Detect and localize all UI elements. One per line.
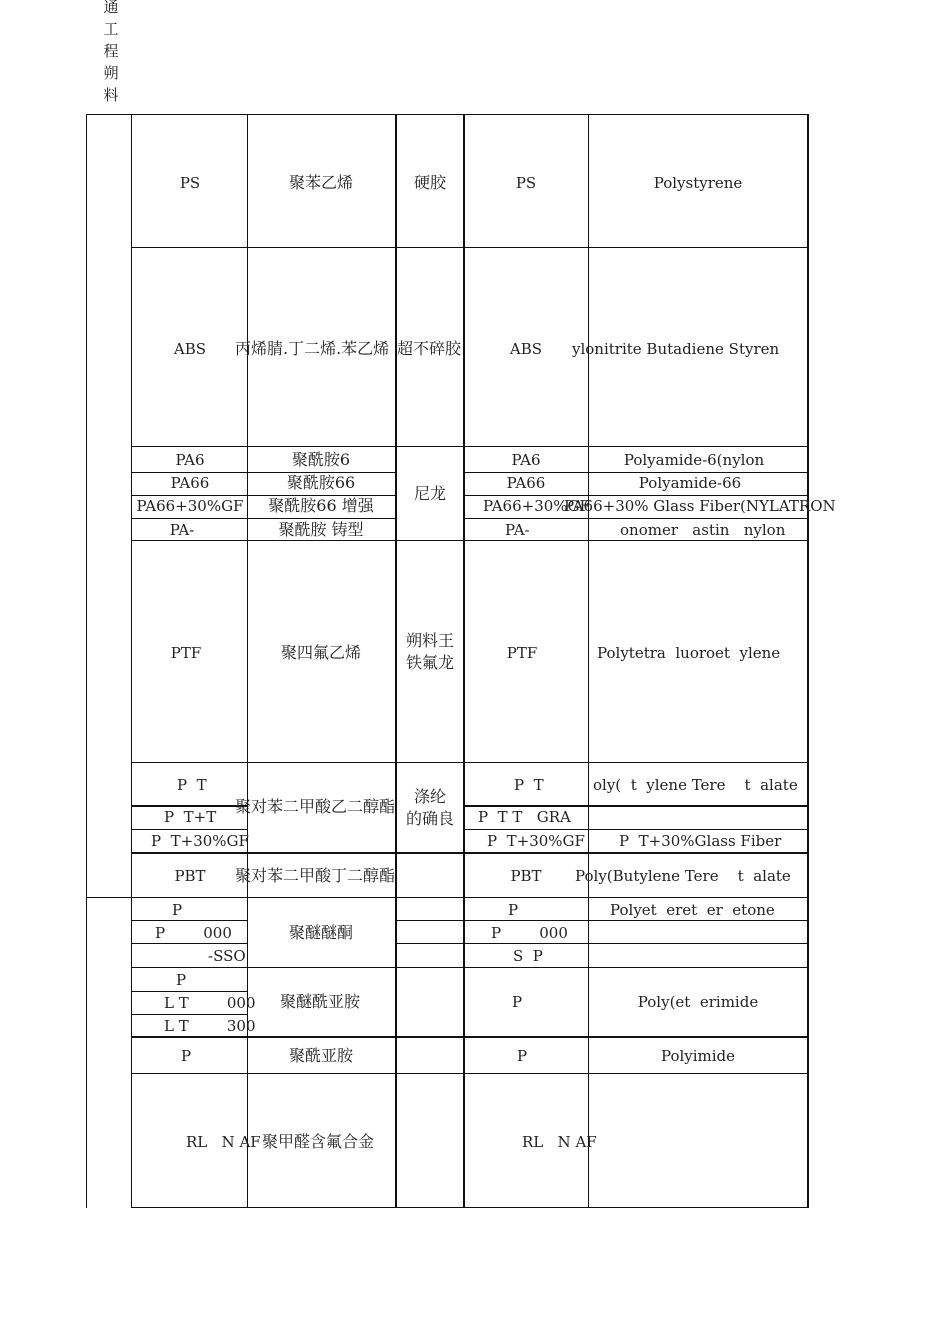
category-vertical-label: 通 工 程 朔 料 xyxy=(103,0,119,104)
abbr-cell: PS xyxy=(179,174,201,192)
english-name-cell: PA66+30% Glass Fiber(NYLATRON xyxy=(564,497,836,515)
english-name-cell: ylonitrite Butadiene Styren xyxy=(572,340,780,358)
abbr-cell: P xyxy=(171,901,183,919)
code-cell: P T+30%GF xyxy=(487,832,585,850)
code-cell: P xyxy=(511,993,523,1011)
english-name-cell: Polystyrene xyxy=(653,174,743,192)
abbr-cell: PA6 xyxy=(175,451,205,469)
grid-line xyxy=(247,114,248,1208)
grid-line xyxy=(86,897,809,898)
abbr-cell: ABS xyxy=(173,340,207,358)
code-cell: RL N AF xyxy=(522,1133,597,1151)
english-name-cell: Polyimide xyxy=(660,1047,736,1065)
code-cell: PA- xyxy=(505,521,530,539)
common-name-cell: 硬胶 xyxy=(413,173,447,192)
abbr-cell: P xyxy=(180,1047,192,1065)
grid-line xyxy=(131,1036,809,1038)
code-cell: S P xyxy=(513,947,543,965)
grid-line xyxy=(464,805,809,807)
grid-line xyxy=(131,1073,809,1074)
code-cell: PA66 xyxy=(506,474,546,492)
english-name-cell: oly( t ylene Tere t alate xyxy=(593,776,798,794)
grid-line xyxy=(131,1014,247,1015)
abbr-cell: PTF xyxy=(170,644,202,662)
code-cell: ABS xyxy=(509,340,543,358)
code-cell: P xyxy=(516,1047,528,1065)
grid-line xyxy=(131,1207,809,1208)
grid-line xyxy=(464,829,809,830)
abbr-cell: -SSO xyxy=(208,947,246,965)
abbr-cell: P 000 xyxy=(155,924,232,942)
abbr-cell: P T+T xyxy=(164,808,217,826)
chinese-name-cell: 聚四氟乙烯 xyxy=(280,643,362,662)
grid-line xyxy=(395,943,809,944)
grid-line xyxy=(131,446,809,447)
grid-line xyxy=(131,540,809,541)
grid-line xyxy=(131,991,247,992)
grid-line xyxy=(464,518,809,519)
code-cell: P 000 xyxy=(491,924,568,942)
chinese-name-cell: 聚醚酰亚胺 xyxy=(280,992,361,1011)
code-cell: PA66+30%GF xyxy=(483,497,590,515)
grid-line xyxy=(464,472,809,473)
grid-line xyxy=(464,495,809,496)
code-cell: P T xyxy=(514,776,544,794)
code-cell: P T T GRA xyxy=(478,808,571,826)
code-cell: PTF xyxy=(506,644,538,662)
grid-line xyxy=(131,829,247,830)
abbr-cell: RL N AF xyxy=(186,1133,261,1151)
code-cell: P xyxy=(507,901,519,919)
english-name-cell: Poly(et erimide xyxy=(637,993,759,1011)
grid-line xyxy=(131,114,132,1208)
english-name-cell: Polytetra luoroet ylene xyxy=(597,644,781,662)
chinese-name-cell: 丙烯腈.丁二烯.苯乙烯 xyxy=(235,339,390,358)
grid-line xyxy=(463,114,465,1208)
english-name-cell: Polyet eret er etone xyxy=(610,901,775,919)
grid-line xyxy=(131,852,809,854)
grid-line xyxy=(131,805,247,807)
english-name-cell: Polyamide-66 xyxy=(638,474,742,492)
english-name-cell: onomer astin nylon xyxy=(620,521,786,539)
grid-line xyxy=(395,114,397,1208)
common-name-cell: 超不碎胶 xyxy=(397,339,462,358)
common-name-cell: 铁氟龙 xyxy=(405,653,455,672)
grid-line xyxy=(131,943,247,944)
abbr-cell: P xyxy=(175,971,187,989)
nylon-common-name: 尼龙 xyxy=(413,484,447,503)
chinese-name-cell: 聚酰胺66 xyxy=(286,473,356,492)
abbr-cell: PA66 xyxy=(170,474,210,492)
grid-line xyxy=(86,114,809,115)
grid-line xyxy=(395,920,809,921)
chinese-name-cell: 聚酰胺 铸型 xyxy=(278,520,364,539)
code-cell: PS xyxy=(515,174,537,192)
chinese-name-cell: 聚醚醚酮 xyxy=(288,923,354,942)
common-name-cell: 朔料王 xyxy=(405,631,455,650)
grid-line xyxy=(131,967,809,968)
pet-common-name: 涤纶 xyxy=(413,787,447,806)
abbr-cell: P T xyxy=(177,776,207,794)
chinese-name-cell: 聚对苯二甲酸丁二醇酯 xyxy=(235,866,396,885)
grid-line xyxy=(131,920,247,921)
grid-line xyxy=(807,114,809,1208)
grid-line xyxy=(588,114,589,1208)
grid-line xyxy=(131,247,809,248)
code-cell: PBT xyxy=(510,867,542,885)
abbr-cell: PBT xyxy=(174,867,206,885)
english-name-cell: Poly(Butylene Tere t alate xyxy=(575,867,791,885)
abbr-cell: L T 000 xyxy=(164,994,256,1012)
grid-line xyxy=(131,518,396,519)
pet-chinese-name: 聚对苯二甲酸乙二醇酯 xyxy=(235,797,396,816)
grid-line xyxy=(86,114,87,1208)
english-name-cell: P T+30%Glass Fiber xyxy=(619,832,782,850)
abbr-cell: PA- xyxy=(169,521,195,539)
abbr-cell: PA66+30%GF xyxy=(136,497,244,515)
english-name-cell: Polyamide-6(nylon xyxy=(623,451,765,469)
grid-line xyxy=(131,472,396,473)
grid-line xyxy=(131,762,809,763)
code-cell: PA6 xyxy=(511,451,541,469)
chinese-name-cell: 聚酰亚胺 xyxy=(288,1046,354,1065)
abbr-cell: P T+30%GF xyxy=(151,832,249,850)
chinese-name-cell: 聚酰胺66 增强 xyxy=(268,496,374,515)
chinese-name-cell: 聚甲醛含氟合金 xyxy=(262,1132,375,1151)
pet-common-name: 的确良 xyxy=(405,809,455,828)
chinese-name-cell: 聚苯乙烯 xyxy=(288,173,354,192)
abbr-cell: L T 300 xyxy=(164,1017,256,1035)
chinese-name-cell: 聚酰胺6 xyxy=(291,450,351,469)
